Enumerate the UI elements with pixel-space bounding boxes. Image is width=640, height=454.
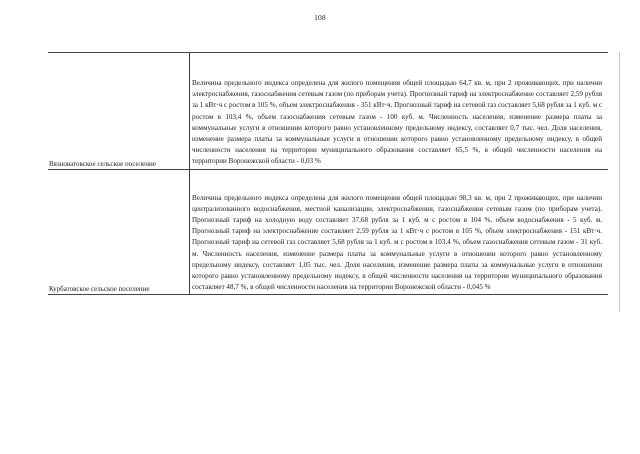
settlement-name-cell [48, 170, 190, 295]
page-number: 108 [314, 13, 326, 22]
scan-edge-line [619, 52, 620, 312]
settlement-name: Вязноватовское сельское поселение [49, 159, 156, 168]
table-row [48, 170, 608, 296]
index-description: Величина предельного индекса определена для жилого помещения общей площадью 64,7 кв. м, при 2 проживающих, при наличии электроснабжения, газоснабжения сетевым газом (по приборам учета). Прогнозный тариф на электроснабжение составляет 2,59 рубля за 1 кВт·ч с ростом в 105 %, объем электроснабжения - 351 кВт·ч. Прогнозный тариф на сетевой газ составляет 5,68 рубля за 1 куб. м с ростом в 103,4 %, объем газоснабжения сетевым газом - 100 куб. м. Численность населения, изменение размера платы за коммунальные услуги в отношении которого равно установленному предельному индексу, составляет 0,7 тыс. чел. Доля населения, изменение размера платы за коммунальные услуги в отношении которого равно установленному предельному индексу, в общей численности населения на территории муниципального образования составляет 65,5 %, в общей численности населения на территории Воронежской области - 0,03 % [192, 79, 602, 166]
settlement-name: Курбатовское сельское поселение [49, 285, 150, 294]
tariff-index-table [48, 52, 608, 295]
index-description: Величина предельного индекса определена для жилого помещения общей площадью 98,3 кв. м, при 2 проживающих, при наличии централизованного водоснабжения, местной канализации, электроснабжения, газоснабжения сетевым газом (по приборам учета). Прогнозный тариф на холодную воду составляет 37,68 рубля за 1 куб. м с ростом в 104 %, объем водоснабжения - 5 куб. м. Прогнозный тариф на электроснабжение составляет 2,59 рубля за 1 кВт·ч с ростом в 105 %, объем электроснабжения - 151 кВт·ч. Прогнозный тариф на сетевой газ составляет 5,68 рубля за 1 куб. м с ростом в 103,4 %, объем газоснабжения сетевым газом - 31 куб. м. Численность населения, изменение размера платы за коммунальные услуги в отношении которого равно установленному предельному индексу, составляет 1,05 тыс. чел. Доля населения, изменение размера платы за коммунальные услуги в отношении которого равно установленному предельному индексу, в общей численности населения на территории муниципального образования составляет 48,7 %, в общей численности населения на территории Воронежской области - 0,045 % [192, 193, 602, 292]
settlement-name-cell [48, 53, 190, 169]
table-row [48, 53, 608, 170]
